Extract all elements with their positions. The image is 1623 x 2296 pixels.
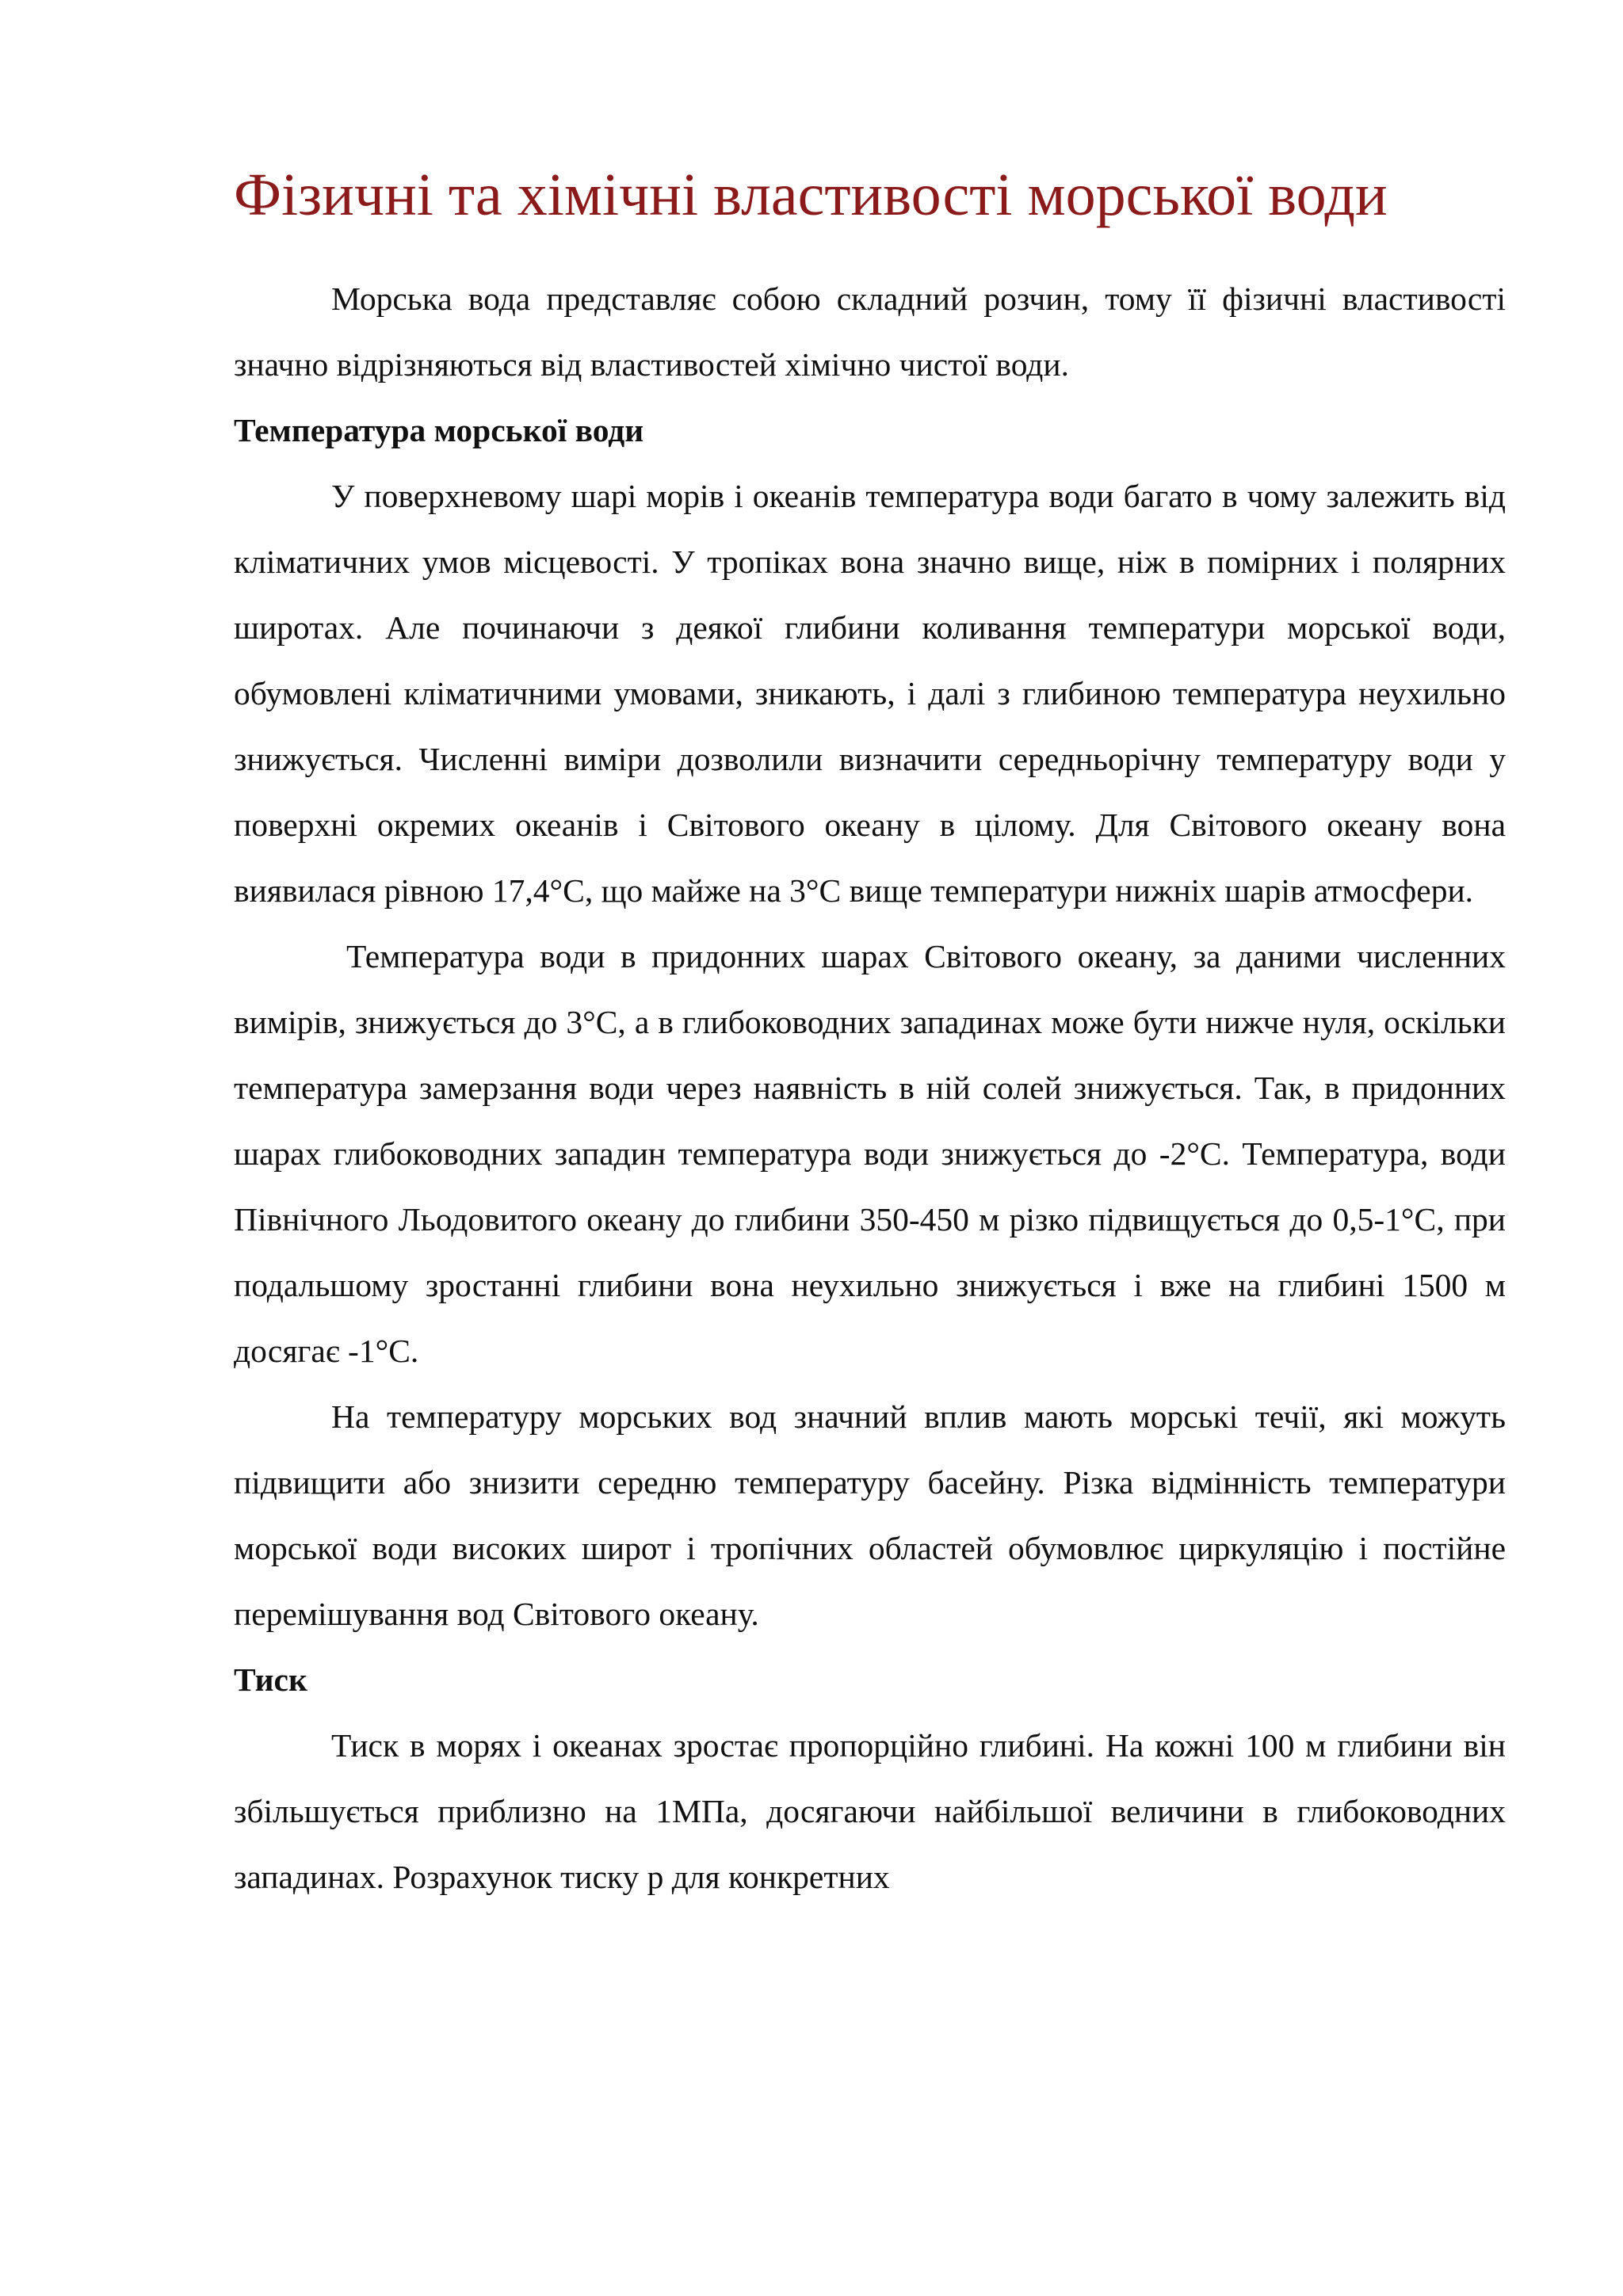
- pressure-paragraph-1: Тиск в морях і океанах зростає пропорційно глибині. На кожні 100 м глибини він збільшується приблизно на 1МПа, досягаючи найбільшої величини в глибоководних западинах. Розрахунок тиску р для конкретних: [234, 1727, 1506, 1895]
- document-body: [234, 155, 1506, 1910]
- temperature-paragraph-2: Температура води в придонних шарах Світового океану, за даними численних вимірів, знижується до 3°С, а в глибоководних западинах може бути нижче нуля, оскільки температура замерзання води через наявність в ній солей знижується. Так, в придонних шарах глибоководних западин температура води знижується до -2°С. Температура, води Північного Льодовитого океану до глибини 350-450 м різко підвищується до 0,5-1°С, при подальшому зростанні глибини вона неухильно знижується і вже на глибині 1500 м досягає -1°С.: [234, 938, 1506, 1369]
- section-heading-pressure: Тиск: [234, 1661, 307, 1698]
- temperature-paragraph-1: У поверхневому шарі морів і океанів температура води багато в чому залежить від кліматичних умов місцевості. У тропіках вона значно вище, ніж в помірних і полярних широтах. Але починаючи з деякої глибини коливання температури морської води, обумовлені кліматичними умовами, зникають, і далі з глибиною температура неухильно знижується. Численні виміри дозволили визначити середньорічну температуру води у поверхні окремих океанів і Світового океану в цілому. Для Світового океану вона виявилася рівною 17,4°С, що майже на 3°С вище температури нижніх шарів атмосфери.: [234, 478, 1506, 909]
- temperature-paragraph-3: На температуру морських вод значний вплив мають морські течії, які можуть підвищити або знизити середню температуру басейну. Різка відмінність температури морської води високих широт і тропічних областей обумовлює циркуляцію і постійне перемішування вод Світового океану.: [234, 1398, 1506, 1632]
- section-heading-temperature: Температура морської води: [234, 412, 644, 448]
- page-title: Фізичні та хімічні властивості морської води: [234, 162, 1388, 228]
- intro-paragraph: Морська вода представляє собою складний розчин, тому її фізичні властивості значно відрізняються від властивостей хімічно чистої води.: [234, 280, 1506, 383]
